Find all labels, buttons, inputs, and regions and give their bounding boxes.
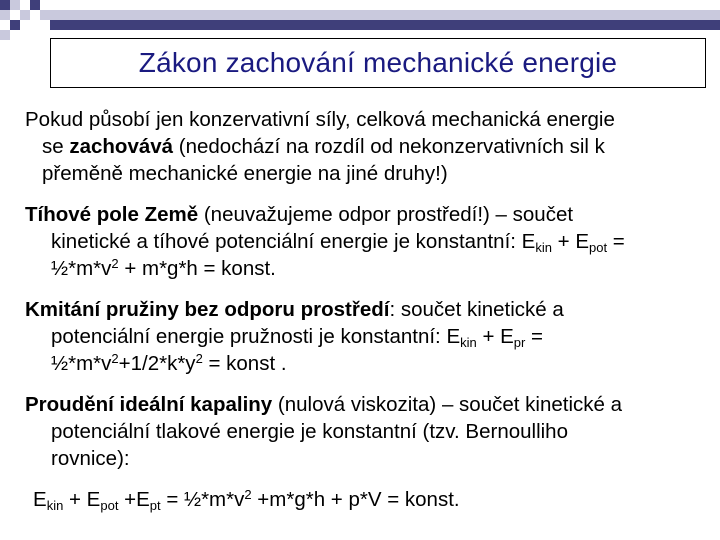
gravity-text: = xyxy=(607,230,625,253)
gravity-paragraph xyxy=(25,201,720,282)
intro-text: (nedochází na rozdíl od nekonzervativních sil k xyxy=(173,135,605,158)
subscript: pr xyxy=(513,335,526,350)
gravity-text: kinetické a tíhové potenciální energie je konstantní: E xyxy=(51,230,536,253)
deco-square-dark xyxy=(0,0,10,10)
fluid-text: (nulová viskozita) – součet kinetické a xyxy=(272,393,623,416)
deco-square-light xyxy=(0,30,10,40)
subscript: kin xyxy=(46,498,64,513)
slide-body xyxy=(25,106,720,527)
formula-text: + m*g*h = konst. xyxy=(118,257,276,280)
formula-text: E xyxy=(33,488,47,511)
formula-text: ½*m*v xyxy=(51,352,112,375)
subscript: pot xyxy=(589,240,608,255)
gravity-line-3 xyxy=(25,255,720,282)
fluid-line-2: potenciální tlakové energie je konstantní (tzv. Bernoulliho xyxy=(51,420,568,443)
page-title: Zákon zachování mechanické energie xyxy=(138,47,618,78)
deco-square-white xyxy=(0,20,10,30)
spring-heading: Kmitání pružiny bez odporu prostředí xyxy=(25,298,390,321)
intro-text: se xyxy=(42,135,70,158)
deco-stripe-dark xyxy=(50,20,720,30)
spring-line-1 xyxy=(25,296,720,323)
gravity-text: + E xyxy=(551,230,590,253)
spring-text: potenciální energie pružnosti je konstantní: E xyxy=(51,325,461,348)
subscript: kin xyxy=(460,335,477,350)
formula-text: +E xyxy=(118,488,150,511)
intro-paragraph xyxy=(25,106,720,187)
bernoulli-equation xyxy=(25,486,720,513)
formula-text: +m*g*h + p*V = konst. xyxy=(251,488,460,511)
subscript: pot xyxy=(100,498,119,513)
deco-square-light xyxy=(10,0,20,10)
deco-stripe-light xyxy=(40,10,720,20)
fluid-heading: Proudění ideální kapaliny xyxy=(25,393,273,416)
formula-text: = konst . xyxy=(202,352,287,375)
fluid-line-1 xyxy=(25,391,720,418)
deco-square-dark xyxy=(10,20,20,30)
gravity-heading: Tíhové pole Země xyxy=(25,203,199,226)
deco-square-dark xyxy=(30,0,40,10)
fluid-paragraph xyxy=(25,391,720,472)
gravity-line-1 xyxy=(25,201,720,228)
spring-text: = xyxy=(525,325,544,348)
intro-line-1: Pokud působí jen konzervativní síly, celková mechanická energie xyxy=(25,108,615,131)
deco-square-white xyxy=(20,0,30,10)
intro-line-3: přeměně mechanické energie na jiné druhy!) xyxy=(42,162,448,185)
spring-paragraph xyxy=(25,296,720,377)
formula-text: = ½*m*v xyxy=(160,488,245,511)
spring-text: + E xyxy=(476,325,514,348)
intro-line-2 xyxy=(25,133,720,160)
superscript: 2 xyxy=(111,256,119,271)
title-frame xyxy=(50,38,706,88)
formula-text: + E xyxy=(63,488,101,511)
superscript: 2 xyxy=(111,351,119,366)
spring-line-2 xyxy=(25,323,720,350)
header-decoration xyxy=(0,0,720,40)
intro-bold: zachovává xyxy=(69,135,174,158)
superscript: 2 xyxy=(244,487,252,502)
deco-square-white xyxy=(10,10,20,20)
deco-square-light xyxy=(20,10,30,20)
superscript: 2 xyxy=(195,351,203,366)
fluid-line-3: rovnice): xyxy=(51,447,130,470)
gravity-text: (neuvažujeme odpor prostředí!) – součet xyxy=(198,203,574,226)
formula-text: ½*m*v xyxy=(51,257,112,280)
gravity-line-2 xyxy=(25,228,720,255)
formula-text: +1/2*k*y xyxy=(118,352,196,375)
spring-text: : součet kinetické a xyxy=(389,298,564,321)
subscript: kin xyxy=(535,240,552,255)
spring-line-3 xyxy=(25,350,720,377)
deco-square-light xyxy=(0,10,10,20)
subscript: pt xyxy=(149,498,161,513)
